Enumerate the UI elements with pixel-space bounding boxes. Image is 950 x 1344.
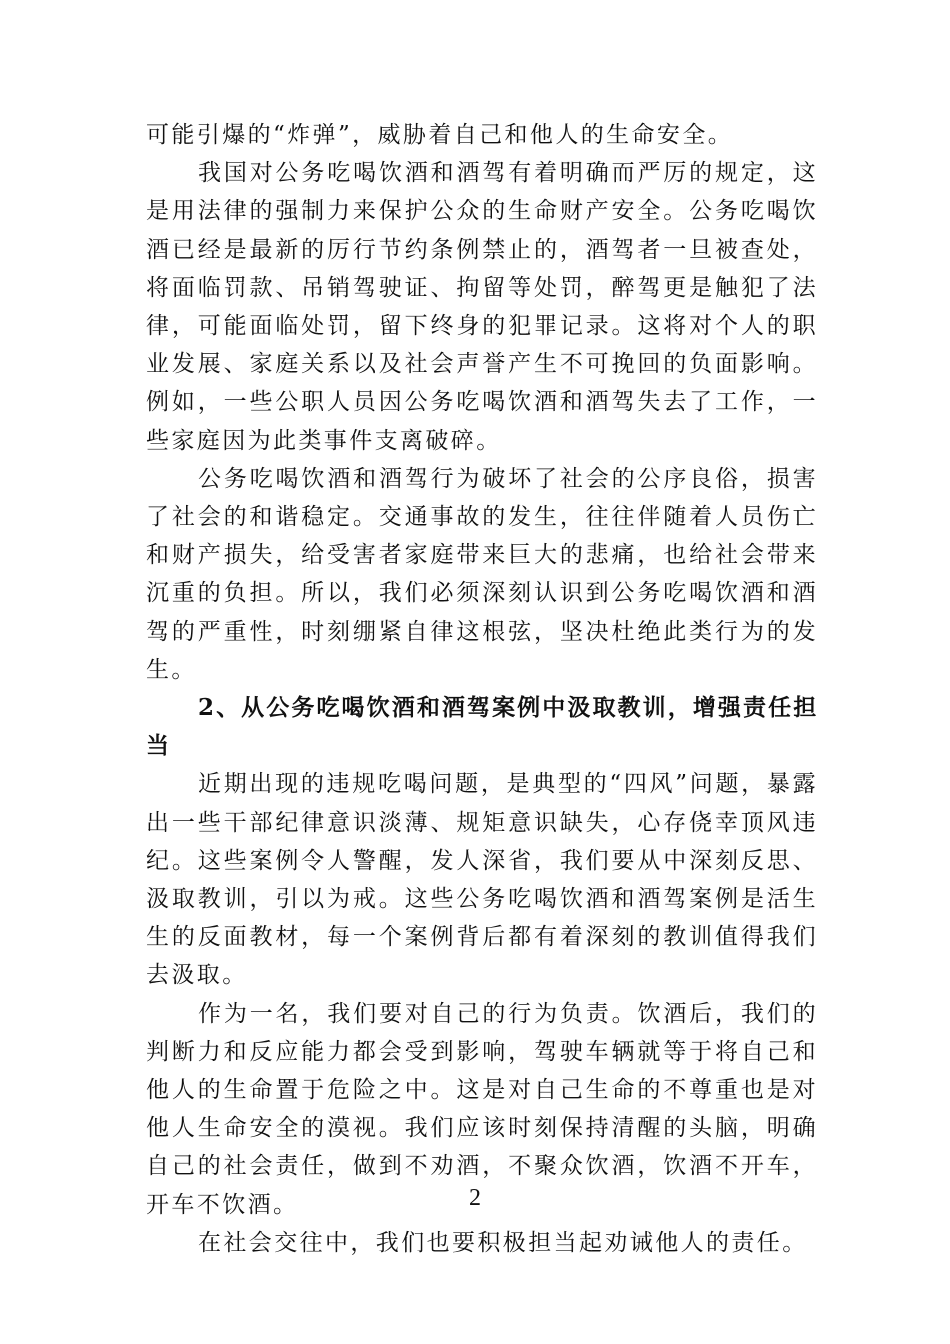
page-number: 2 — [469, 1185, 481, 1211]
paragraph-continuation: 可能引爆的“炸弹”，威胁着自己和他人的生命安全。 — [146, 122, 734, 148]
paragraph-personal-responsibility: 作为一名，我们要对自己的行为负责。饮酒后，我们的判断力和反应能力都会受到影响，驾驶车辆就等于将自己和他人的生命置于危险之中。这是对自己生命的不尊重也是对他人生命安全的漠视。我们应该时刻保持清醒的头脑，明确自己的社会责任，做到不劝酒，不聚众饮酒，饮酒不开车，开车不饮酒。 — [146, 1000, 818, 1218]
section-heading: 2、从公务吃喝饮酒和酒驾案例中汲取教训，增强责任担当 — [146, 694, 818, 760]
paragraph-recent-cases: 近期出现的违规吃喝问题，是典型的“四风”问题，暴露出一些干部纪律意识淡薄、规矩意识缺失，心存侥幸顶风违纪。这些案例令人警醒，发人深省，我们要从中深刻反思、汲取教训，引以为戒。这些公务吃喝饮酒和酒驾案例是活生生的反面教材，每一个案例背后都有着深刻的教训值得我们去汲取。 — [146, 771, 818, 989]
paragraph-social-harm: 公务吃喝饮酒和酒驾行为破坏了社会的公序良俗，损害了社会的和谐稳定。交通事故的发生，往往伴随着人员伤亡和财产损失，给受害者家庭带来巨大的悲痛，也给社会带来沉重的负担。所以，我们必须深刻认识到公务吃喝饮酒和酒驾的严重性，时刻绷紧自律这根弦，坚决杜绝此类行为的发生。 — [146, 465, 818, 683]
paragraph-legal-rules: 我国对公务吃喝饮酒和酒驾有着明确而严厉的规定，这是用法律的强制力来保护公众的生命财产安全。公务吃喝饮酒已经是最新的厉行节约条例禁止的，酒驾者一旦被查处，将面临罚款、吊销驾驶证、拘留等处罚，醉驾更是触犯了法律，可能面临处罚，留下终身的犯罪记录。这将对个人的职业发展、家庭关系以及社会声誉产生不可挽回的负面影响。例如，一些公职人员因公务吃喝饮酒和酒驾失去了工作，一些家庭因为此类事件支离破碎。 — [146, 160, 818, 454]
paragraph-social-interaction: 在社会交往中，我们也要积极担当起劝诫他人的责任。 — [198, 1229, 808, 1256]
body-text — [146, 116, 818, 1262]
